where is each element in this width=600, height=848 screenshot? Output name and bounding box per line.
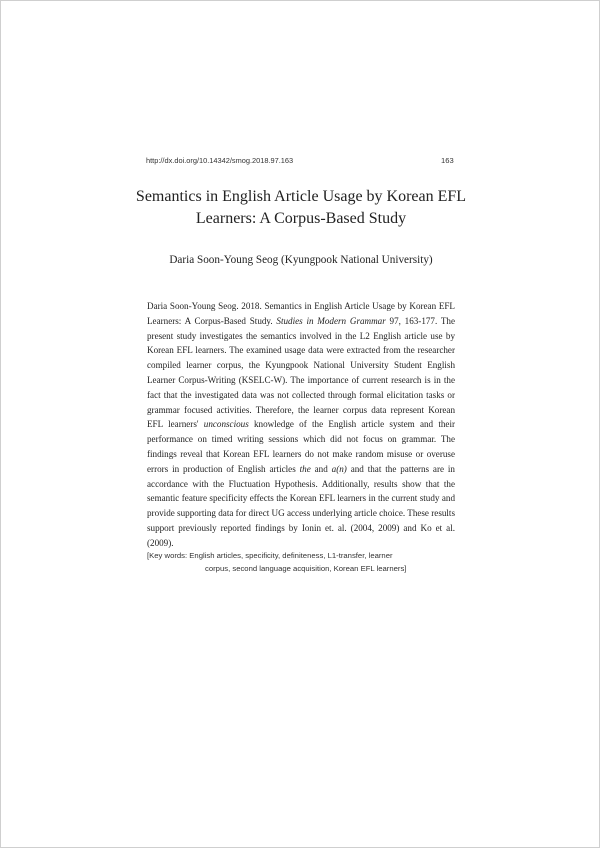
article-title bbox=[101, 186, 501, 230]
keywords-line-1: [Key words: English articles, specificity, definiteness, L1-transfer, learner bbox=[147, 551, 393, 560]
abstract-text-and: and bbox=[310, 463, 332, 474]
abstract bbox=[147, 299, 455, 551]
keywords-line-2: corpus, second language acquisition, Korean EFL learners] bbox=[205, 564, 407, 573]
title-line-2: Learners: A Corpus-Based Study bbox=[195, 210, 407, 227]
keywords bbox=[147, 549, 457, 575]
emphasis-unconscious: unconscious bbox=[203, 419, 249, 430]
abstract-text-2: knowledge of the English article system and their performance on timed writing sessions which did not focus on grammar. The findings reveal that Korean EFL learners do not make random misuse or overuse errors in production of English articles bbox=[147, 419, 455, 474]
abstract-text-1: 97, 163-177. The present study investigates the semantics involved in the L2 English article use by Korean EFL learners. The examined usage data were extracted from the researcher compiled learner corpus, the Kyungpook National University Student English Learner Corpus-Writing (KSELC-W). The importance of current research is in the fact that the investigated data was not collected through formal elicitation tasks or grammar focused activities. Therefore, the learner corpus data represent Korean EFL learners' bbox=[147, 315, 455, 430]
title-line-1: Semantics in English Article Usage by Korean EFL bbox=[135, 188, 467, 205]
abstract-text-3: and that the patterns are in accordance with the Fluctuation Hypothesis. Additionally, results show that the semantic feature specificity effects the Korean EFL learners in the current study and provide supporting data for direct UG access underlying article choice. These results support previously reported findings by Ionin et. al. (2004, 2009) and Ko et al. (2009). bbox=[147, 463, 455, 548]
page-number: 163 bbox=[441, 156, 454, 165]
journal-name: Studies in Modern Grammar bbox=[276, 315, 386, 326]
emphasis-an: a(n) bbox=[331, 463, 347, 474]
doi-link[interactable]: http://dx.doi.org/10.14342/smog.2018.97.163 bbox=[146, 156, 294, 165]
author-affiliation: Daria Soon-Young Seog (Kyungpook National University) bbox=[169, 254, 433, 266]
abstract-citation: Daria Soon-Young Seog. 2018. Semantics in English Article Usage by Korean EFL Learners: A Corpus-Based Study. bbox=[147, 301, 455, 326]
emphasis-the: the bbox=[299, 463, 311, 474]
